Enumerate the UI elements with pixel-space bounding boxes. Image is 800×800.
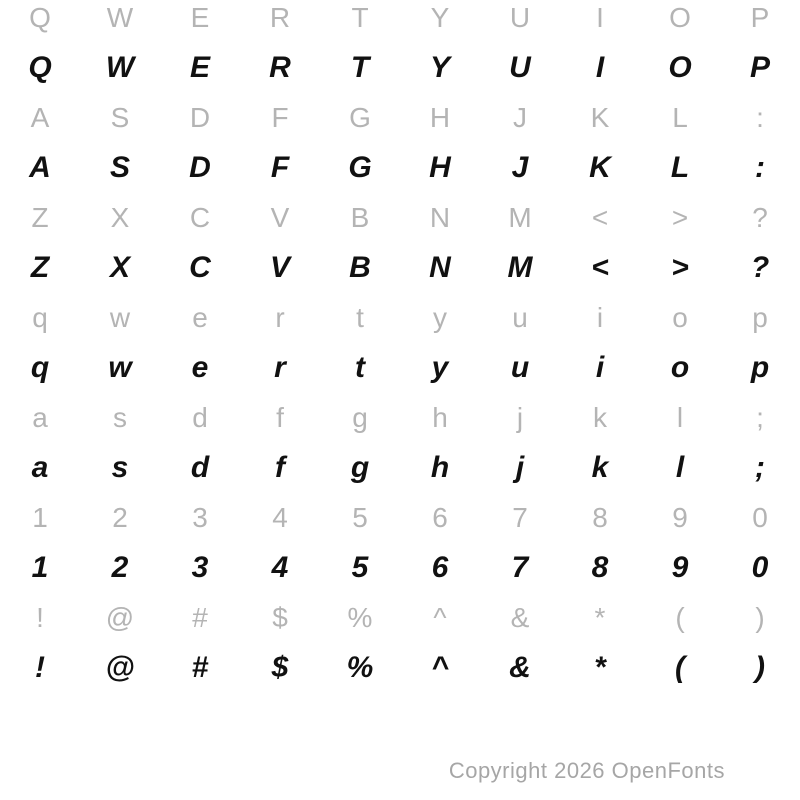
reference-glyph: Z <box>31 202 49 233</box>
copyright-text: Copyright 2026 OpenFonts <box>448 758 725 783</box>
reference-glyph: 3 <box>192 502 208 533</box>
sample-row <box>0 643 800 693</box>
sample-glyph: @ <box>105 651 135 684</box>
reference-row <box>0 293 800 343</box>
reference-glyph: L <box>672 102 688 133</box>
sample-glyph: J <box>511 151 529 184</box>
sample-glyph: # <box>191 651 209 684</box>
reference-glyph: j <box>516 402 524 433</box>
reference-glyph: Q <box>29 2 51 33</box>
reference-glyph: h <box>432 402 448 433</box>
sample-glyph: 6 <box>431 551 449 584</box>
sample-row <box>0 143 800 193</box>
sample-glyph: y <box>431 351 449 384</box>
reference-glyph: t <box>356 302 364 333</box>
reference-glyph: I <box>596 2 604 33</box>
reference-glyph: q <box>32 302 48 333</box>
sample-glyph: ^ <box>431 651 449 684</box>
sample-glyph: U <box>509 51 531 84</box>
sample-glyph: k <box>591 451 609 484</box>
sample-glyph: ! <box>35 651 45 684</box>
reference-row <box>0 0 800 43</box>
sample-glyph: 5 <box>351 551 369 584</box>
reference-row <box>0 493 800 543</box>
sample-glyph: A <box>29 151 51 184</box>
sample-glyph: e <box>191 351 209 384</box>
reference-glyph: e <box>192 302 208 333</box>
reference-row <box>0 593 800 643</box>
sample-glyph: j <box>515 451 525 484</box>
sample-glyph: C <box>189 251 211 284</box>
reference-glyph: A <box>30 102 50 133</box>
reference-glyph: O <box>669 2 691 33</box>
reference-glyph: 8 <box>592 502 608 533</box>
reference-glyph: ( <box>675 602 685 633</box>
sample-glyph: Z <box>30 251 50 284</box>
sample-glyph: ; <box>755 451 765 484</box>
reference-glyph: % <box>347 602 373 633</box>
reference-glyph: J <box>513 102 527 133</box>
sample-glyph: K <box>589 151 611 184</box>
reference-glyph: U <box>509 2 531 33</box>
sample-glyph: V <box>269 251 290 284</box>
sample-glyph: ( <box>675 651 685 684</box>
sample-row <box>0 243 800 293</box>
reference-glyph: u <box>512 302 528 333</box>
sample-glyph: W <box>105 51 135 84</box>
sample-glyph: * <box>594 651 606 684</box>
reference-glyph: 5 <box>352 502 368 533</box>
reference-glyph: ! <box>36 602 44 633</box>
sample-glyph: D <box>189 151 211 184</box>
sample-glyph: N <box>429 251 451 284</box>
reference-glyph: * <box>594 602 606 633</box>
reference-glyph: & <box>510 602 530 633</box>
reference-glyph: d <box>192 402 208 433</box>
reference-glyph: W <box>106 2 134 33</box>
reference-glyph: C <box>189 202 211 233</box>
sample-glyph: ? <box>750 251 770 284</box>
sample-glyph: Y <box>429 51 450 84</box>
reference-glyph: S <box>110 102 130 133</box>
sample-row <box>0 543 800 593</box>
sample-glyph: d <box>190 451 210 484</box>
reference-glyph: 2 <box>112 502 128 533</box>
reference-glyph: ) <box>755 602 765 633</box>
sample-glyph: % <box>346 651 374 684</box>
reference-glyph: R <box>269 2 291 33</box>
reference-glyph: s <box>113 402 127 433</box>
reference-glyph: g <box>352 402 368 433</box>
reference-row <box>0 193 800 243</box>
sample-glyph: 1 <box>31 551 49 584</box>
reference-glyph: T <box>351 2 369 33</box>
sample-glyph: $ <box>271 651 289 684</box>
reference-glyph: F <box>271 102 289 133</box>
sample-glyph: M <box>507 251 533 284</box>
sample-glyph: p <box>750 351 770 384</box>
sample-glyph: S <box>109 151 130 184</box>
reference-glyph: B <box>350 202 370 233</box>
sample-glyph: I <box>595 51 605 84</box>
sample-glyph: G <box>348 151 372 184</box>
reference-glyph: f <box>276 402 284 433</box>
sample-row <box>0 443 800 493</box>
sample-row <box>0 343 800 393</box>
sample-glyph: L <box>670 151 690 184</box>
sample-glyph: 8 <box>591 551 609 584</box>
sample-glyph: l <box>675 451 685 484</box>
sample-glyph: u <box>510 351 530 384</box>
reference-glyph: V <box>270 202 290 233</box>
sample-glyph: s <box>111 451 129 484</box>
reference-glyph: 9 <box>672 502 688 533</box>
reference-glyph: D <box>189 102 211 133</box>
sample-glyph: 4 <box>271 551 289 584</box>
reference-glyph: 6 <box>432 502 448 533</box>
sample-glyph: : <box>755 151 765 184</box>
sample-glyph: t <box>355 351 365 384</box>
sample-glyph: 2 <box>111 551 129 584</box>
sample-glyph: T <box>350 51 370 84</box>
sample-glyph: O <box>668 51 692 84</box>
reference-glyph: : <box>756 102 764 133</box>
reference-glyph: P <box>750 2 770 33</box>
sample-glyph: 7 <box>511 551 529 584</box>
sample-glyph: w <box>108 351 132 384</box>
sample-glyph: & <box>509 651 531 684</box>
sample-glyph: i <box>595 351 605 384</box>
sample-glyph: 0 <box>751 551 769 584</box>
sample-glyph: f <box>275 451 285 484</box>
sample-glyph: > <box>671 251 689 284</box>
reference-row <box>0 93 800 143</box>
reference-glyph: 4 <box>272 502 288 533</box>
reference-glyph: G <box>349 102 371 133</box>
sample-glyph: o <box>670 351 690 384</box>
sample-row <box>0 43 800 93</box>
sample-glyph: B <box>349 251 371 284</box>
reference-glyph: p <box>752 302 768 333</box>
reference-glyph: w <box>109 302 131 333</box>
reference-glyph: 0 <box>752 502 768 533</box>
reference-glyph: ^ <box>433 602 447 633</box>
sample-glyph: E <box>189 51 210 84</box>
reference-glyph: ? <box>752 202 768 233</box>
reference-glyph: $ <box>272 602 288 633</box>
sample-glyph: X <box>109 251 130 284</box>
reference-glyph: ; <box>756 402 764 433</box>
reference-glyph: 7 <box>512 502 528 533</box>
sample-glyph: 3 <box>191 551 209 584</box>
sample-glyph: F <box>270 151 290 184</box>
sample-glyph: g <box>350 451 370 484</box>
reference-glyph: K <box>590 102 610 133</box>
reference-glyph: < <box>591 202 609 233</box>
sample-glyph: q <box>30 351 50 384</box>
reference-row <box>0 393 800 443</box>
reference-glyph: N <box>429 202 451 233</box>
reference-glyph: o <box>672 302 688 333</box>
reference-glyph: X <box>110 202 130 233</box>
sample-glyph: h <box>430 451 450 484</box>
sample-glyph: 9 <box>671 551 689 584</box>
reference-glyph: Y <box>430 2 450 33</box>
reference-glyph: r <box>275 302 285 333</box>
reference-glyph: E <box>190 2 210 33</box>
reference-glyph: y <box>433 302 447 333</box>
reference-glyph: 1 <box>32 502 48 533</box>
sample-glyph: ) <box>755 651 765 684</box>
reference-glyph: > <box>671 202 689 233</box>
sample-glyph: r <box>274 351 286 384</box>
reference-glyph: l <box>676 402 684 433</box>
reference-glyph: a <box>32 402 48 433</box>
reference-glyph: H <box>429 102 451 133</box>
reference-glyph: k <box>593 402 607 433</box>
sample-glyph: a <box>31 451 49 484</box>
sample-glyph: < <box>591 251 609 284</box>
sample-glyph: H <box>429 151 451 184</box>
reference-glyph: M <box>508 202 532 233</box>
reference-glyph: @ <box>105 602 135 633</box>
sample-glyph: P <box>749 51 770 84</box>
sample-glyph: Q <box>28 51 52 84</box>
reference-glyph: # <box>192 602 208 633</box>
reference-glyph: i <box>596 302 604 333</box>
sample-glyph: R <box>269 51 291 84</box>
